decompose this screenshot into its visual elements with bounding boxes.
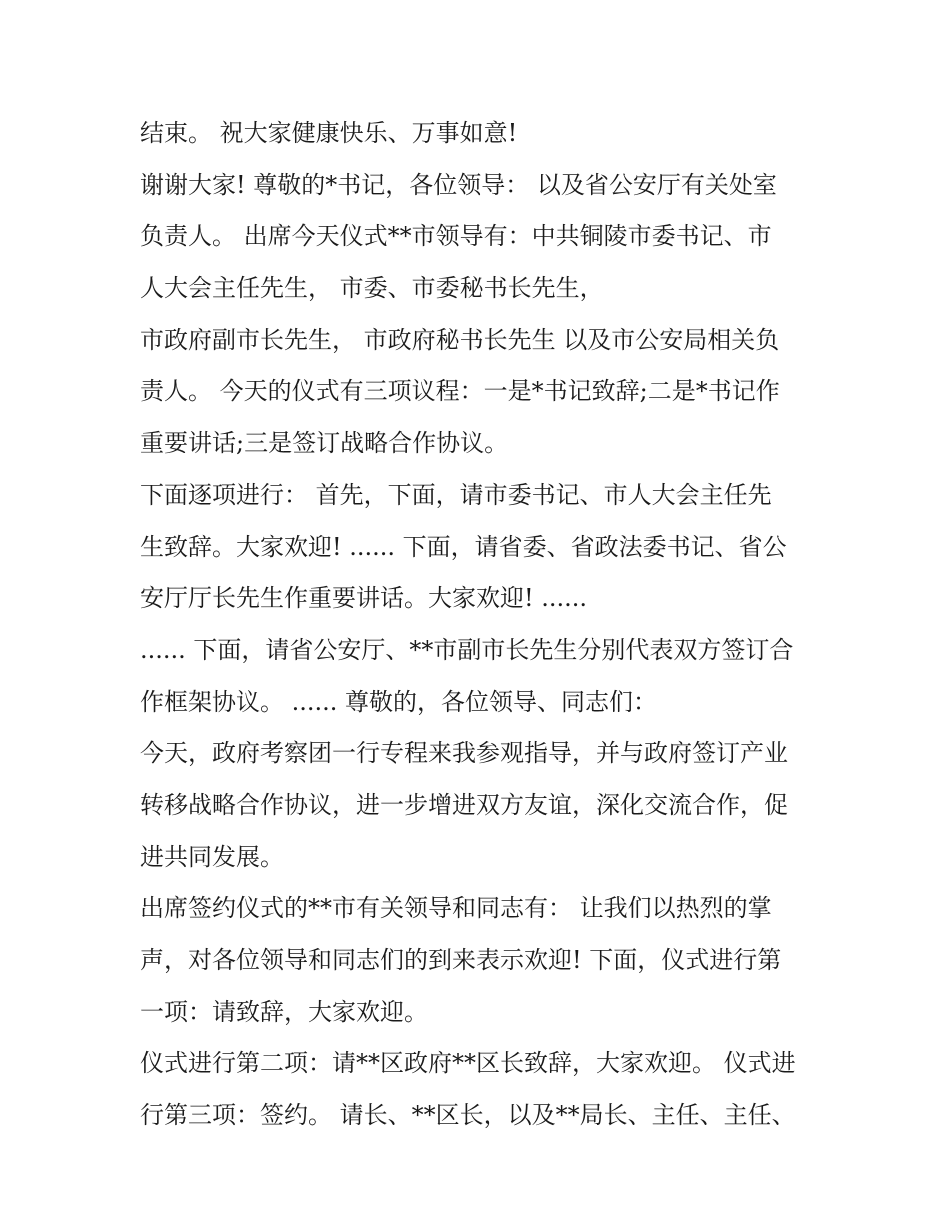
text-line: 谢谢大家! 尊敬的*书记，各位领导： 以及省公安厅有关处室: [140, 170, 777, 199]
text-line: ...... 下面，请省公安厅、**市副市长先生分别代表双方签订合: [140, 635, 794, 664]
text-line: 进共同发展。: [140, 842, 284, 871]
text-line: 下面逐项进行： 首先，下面，请市委书记、市人大会主任先: [140, 480, 772, 509]
text-line: 声，对各位领导和同志们的到来表示欢迎! 下面，仪式进行第: [140, 946, 782, 974]
text-line: 责人。 今天的仪式有三项议程：一是*书记致辞;二是*书记作: [140, 377, 780, 406]
text-line: 市政府副市长先生， 市政府秘书长先生 以及市公安局相关负: [140, 325, 780, 354]
text-line: 今天，政府考察团一行专程来我参观指导，并与政府签订产业: [140, 739, 788, 768]
text-line: 转移战略合作协议，进一步增进双方友谊，深化交流合作，促: [140, 790, 788, 819]
text-line: 一项：请致辞，大家欢迎。: [140, 997, 428, 1026]
text-line: 行第三项：签约。 请长、**区长，以及**局长、主任、主任、: [140, 1101, 796, 1130]
text-line: 作框架协议。 ...... 尊敬的，各位领导、同志们：: [140, 687, 658, 716]
text-line: 负责人。 出席今天仪式**市领导有：中共铜陵市委书记、市: [140, 222, 772, 251]
text-line: 安厅厅长先生作重要讲话。大家欢迎! ......: [140, 584, 588, 613]
text-line: 生致辞。大家欢迎! ...... 下面，请省委、省政法委书记、省公: [140, 532, 787, 561]
text-line: 出席签约仪式的**市有关领导和同志有： 让我们以热烈的掌: [140, 894, 772, 923]
text-line: 重要讲话;三是签订战略合作协议。: [140, 429, 509, 458]
text-line: 仪式进行第二项：请**区政府**区长致辞，大家欢迎。 仪式进: [140, 1049, 796, 1078]
text-line: 人大会主任先生， 市委、市委秘书长先生，: [140, 274, 604, 303]
document-body: [140, 108, 840, 1142]
text-line: 结束。 祝大家健康快乐、万事如意!: [140, 119, 518, 147]
